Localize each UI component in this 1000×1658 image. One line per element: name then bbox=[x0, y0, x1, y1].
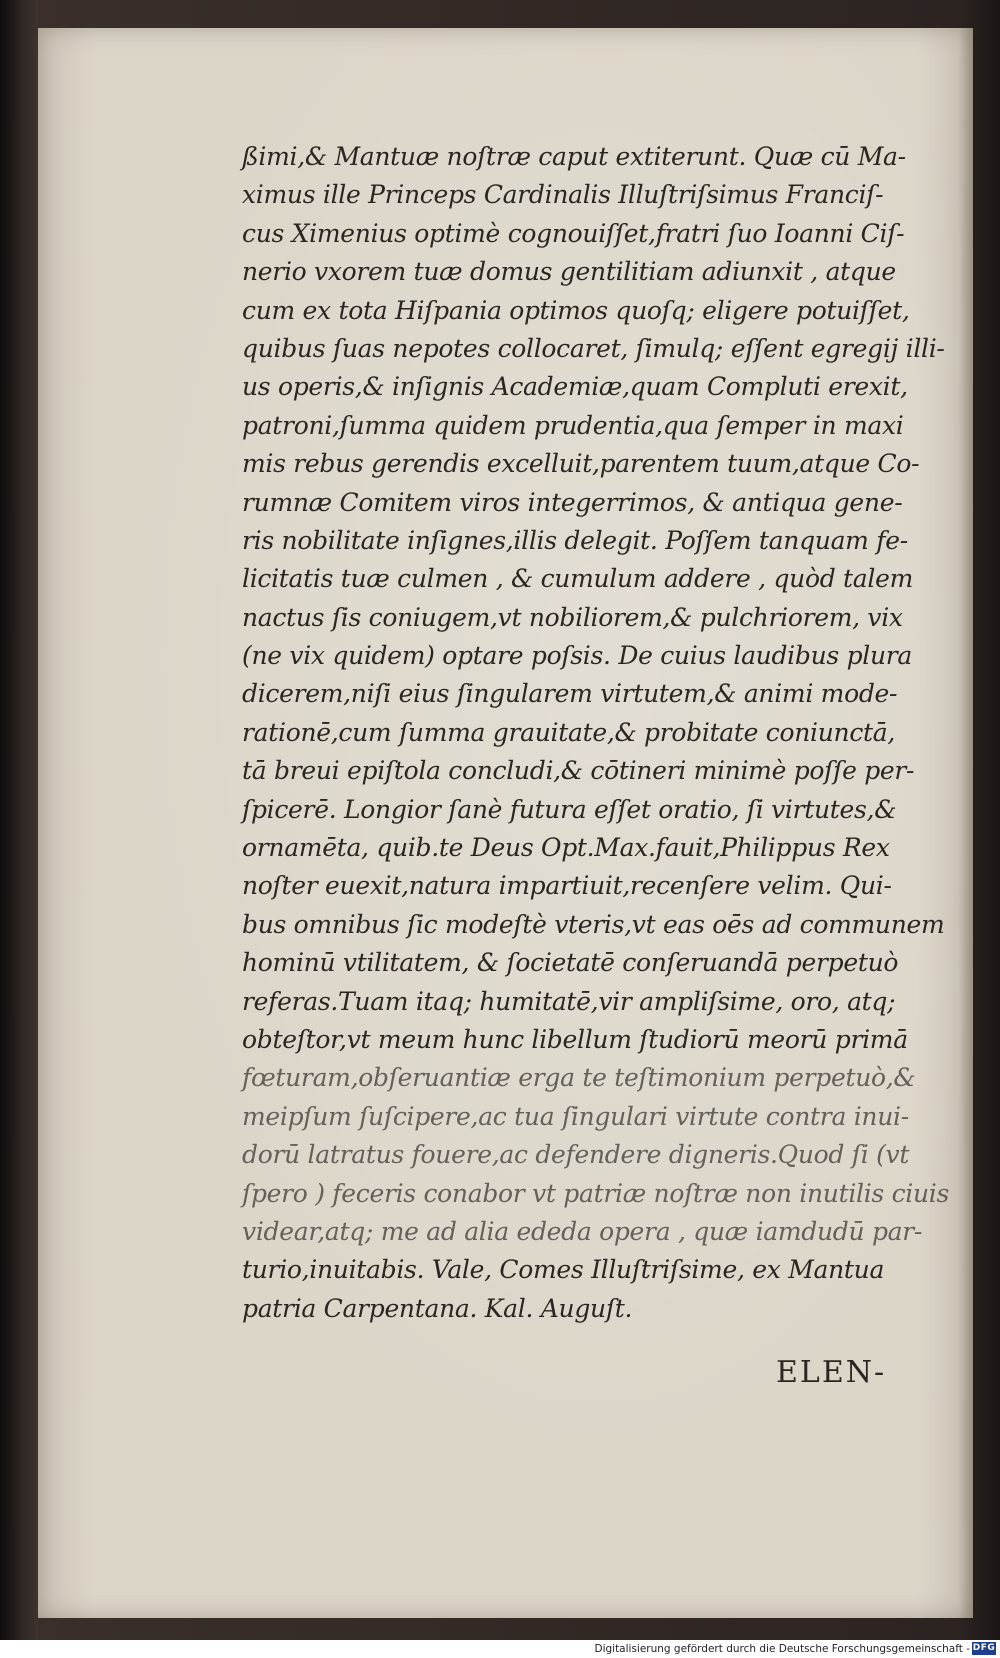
text-line: noſter euexit,natura impartiuit,recenſere velim. Qui- bbox=[242, 871, 892, 901]
text-line: meipſum ſuſcipere,ac tua ſingulari virtute contra inui- bbox=[242, 1101, 909, 1131]
text-line: tā breui epiſtola concludi,& cōtineri minimè poſſe per- bbox=[242, 756, 915, 786]
text-line: obteſtor,vt meum hunc libellum ſtudiorū meorū primā bbox=[242, 1024, 908, 1054]
page-fold-shadow bbox=[959, 28, 973, 1618]
text-line: turio,inuitabis. Vale, Comes Illuſtriſsime, ex Mantua bbox=[242, 1255, 885, 1285]
text-line: cum ex tota Hiſpania optimos quoſq; eligere potuiſſet, bbox=[242, 295, 910, 325]
catchword: ELEN- bbox=[776, 1355, 887, 1390]
dfg-logo-icon: DFG bbox=[972, 1643, 996, 1653]
text-line: nactus ſis coniugem,vt nobiliorem,& pulchriorem, vix bbox=[242, 602, 903, 632]
text-line: mis rebus gerendis excelluit,parentem tuum,atque Co- bbox=[242, 449, 920, 479]
text-line: ſpicerē. Longior ſanè futura eſſet oratio, ſi virtutes,& bbox=[242, 794, 897, 824]
text-line: us operis,& inſignis Academiæ,quam Compluti erexit, bbox=[242, 372, 908, 402]
text-line: rationē,cum ſumma grauitate,& probitate coniunctā, bbox=[242, 717, 896, 747]
text-line: fœturam,obſeruantiæ erga te teſtimonium perpetuò,& bbox=[242, 1063, 916, 1093]
text-line: referas.Tuam itaq; humitatē,vir ampliſsime, oro, atq; bbox=[242, 986, 896, 1016]
text-line: ornamēta, quib.te Deus Opt.Max.fauit,Philippus Rex bbox=[242, 833, 890, 863]
text-line: dorū latratus fouere,ac defendere digneris.Quod ſi (vt bbox=[242, 1140, 910, 1170]
text-line: rumnæ Comitem viros integerrimos, & antiqua gene- bbox=[242, 487, 903, 517]
text-line: ſpero ) feceris conabor vt patriæ noſtræ non inutilis ciuis bbox=[242, 1178, 950, 1208]
text-line: licitatis tuæ culmen , & cumulum addere , quòd talem bbox=[242, 564, 913, 594]
text-line: ris nobilitate inſignes,illis delegit. Poſſem tanquam fe- bbox=[242, 525, 908, 555]
book-binding-edge bbox=[0, 0, 38, 1658]
text-line: ßimi,& Mantuæ noſtræ caput extiterunt. Quæ cū Ma- bbox=[242, 142, 906, 171]
text-line: videar,atq; me ad alia ededa opera , quæ iamdudū par- bbox=[242, 1216, 923, 1246]
text-line: quibus ſuas nepotes collocaret, ſimulq; eſſent egregij illi- bbox=[242, 333, 945, 363]
text-line: hominū vtilitatem, & ſocietatē conſeruandā perpetuò bbox=[242, 948, 899, 978]
page-text-block bbox=[242, 138, 950, 1328]
text-line: dicerem,niſi eius ſingularem virtutem,& animi mode- bbox=[242, 679, 898, 709]
text-line: (ne vix quidem) optare poſsis. De cuius laudibus plura bbox=[242, 641, 913, 671]
text-line: nerio vxorem tuæ domus gentilitiam adiunxit , atque bbox=[242, 257, 896, 287]
text-line: patria Carpentana. Kal. Auguſt. bbox=[242, 1293, 633, 1323]
digitization-credit: Digitalisierung gefördert durch die Deutsche Forschungsgemeinschaft - bbox=[594, 1643, 970, 1655]
text-line: ximus ille Princeps Cardinalis Illuſtriſsimus Franciſ- bbox=[242, 180, 884, 210]
text-line: patroni,ſumma quidem prudentia,qua ſemper in maxi bbox=[242, 410, 904, 440]
text-line: bus omnibus ſic modeſtè vteris,vt eas oēs ad communem bbox=[242, 909, 945, 939]
text-line: cus Ximenius optimè cognouiſſet,fratri ſuo Ioanni Ciſ- bbox=[242, 218, 905, 248]
